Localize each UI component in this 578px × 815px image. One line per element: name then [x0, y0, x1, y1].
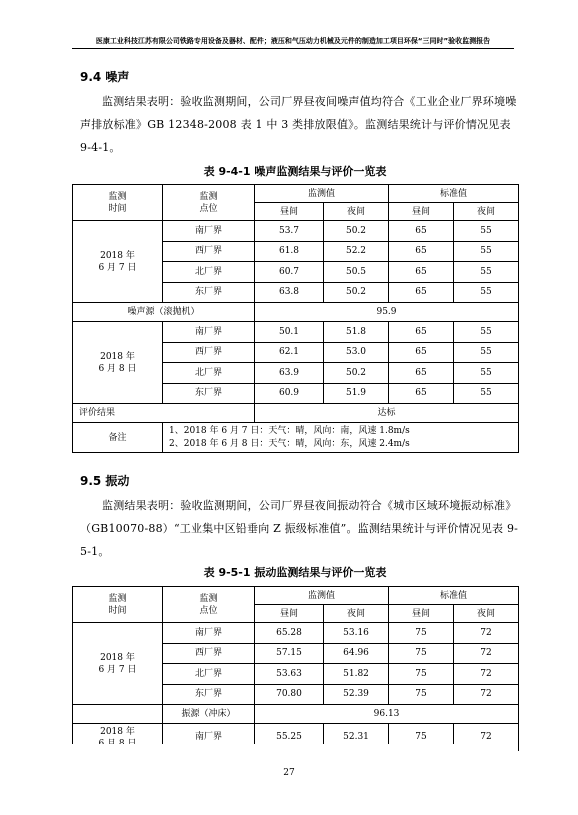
table-row [73, 623, 519, 644]
noise-paragraph: 监测结果表明：验收监测期间，公司厂界昼夜间噪声值均符合《工业企业厂界环境噪声排放标准》GB 12348-2008 表 1 中 3 类排放限值》。监测结果统计与评价情况见表 9-4-1。 [80, 95, 517, 154]
value-cell: 55 [454, 282, 519, 303]
header-measured: 监测值 [255, 587, 389, 605]
vibration-paragraph: 监测结果表明：验收监测期间，公司厂界昼夜间振动符合《城市区域环境振动标准》（GB10070-88）“工业集中区铅垂向 Z 振级标准值”。监测结果统计与评价情况见表 9-5-1。 [80, 499, 519, 558]
point-cell: 北厂界 [163, 664, 255, 685]
value-cell: 65 [389, 363, 454, 384]
value-cell: 50.1 [255, 322, 324, 343]
value-cell: 55 [454, 322, 519, 343]
date-cell: 2018 年 6 月 8 日 [73, 322, 163, 404]
source-row [73, 303, 519, 322]
vibration-table-title: 表 9-5-1 振动监测结果与评价一览表 [203, 566, 387, 579]
header-day: 昼间 [255, 203, 324, 221]
value-cell: 65 [389, 282, 454, 303]
value-cell: 65 [389, 342, 454, 363]
point-cell: 东厂界 [163, 383, 255, 404]
vibration-table [72, 586, 519, 751]
section-title-noise: 9.4 噪声 [80, 70, 130, 84]
value-cell: 50.5 [324, 262, 389, 283]
header-standard: 标准值 [389, 587, 519, 605]
table-header-row [73, 185, 519, 203]
header-point: 监测 点位 [163, 185, 255, 221]
value-cell: 53.0 [324, 342, 389, 363]
value-cell: 62.1 [255, 342, 324, 363]
value-cell: 52.2 [324, 241, 389, 262]
header-std-night: 夜间 [454, 203, 519, 221]
value-cell: 72 [454, 623, 519, 644]
header-night: 夜间 [324, 605, 389, 623]
value-cell: 51.82 [324, 664, 389, 685]
header-day: 昼间 [255, 605, 324, 623]
value-cell: 57.15 [255, 643, 324, 664]
date-cell: 2018 年 6 月 7 日 [73, 221, 163, 303]
note-line-1: 1、2018 年 6 月 7 日：天气：晴，风向：南，风速 1.8m/s [169, 425, 410, 436]
value-cell: 65 [389, 221, 454, 242]
value-cell: 65 [389, 262, 454, 283]
value-cell: 72 [454, 684, 519, 705]
point-cell: 东厂界 [163, 282, 255, 303]
value-cell: 53.16 [324, 623, 389, 644]
table-row [73, 322, 519, 343]
source-spacer [73, 705, 163, 724]
note-content [163, 423, 519, 453]
date-cell: 2018 年 6 月 7 日 [73, 623, 163, 705]
note-label: 备注 [73, 423, 163, 453]
point-cell: 北厂界 [163, 363, 255, 384]
value-cell: 63.8 [255, 282, 324, 303]
value-cell: 65 [389, 383, 454, 404]
table-row [73, 221, 519, 242]
value-cell: 75 [389, 643, 454, 664]
table-header-row [73, 587, 519, 605]
note-row [73, 423, 519, 453]
source-value: 96.13 [255, 705, 519, 724]
value-cell: 64.96 [324, 643, 389, 664]
value-cell: 53.7 [255, 221, 324, 242]
point-cell: 南厂界 [163, 322, 255, 343]
value-cell: 60.7 [255, 262, 324, 283]
header-night: 夜间 [324, 203, 389, 221]
value-cell: 51.8 [324, 322, 389, 343]
value-cell: 50.2 [324, 221, 389, 242]
section-title-vibration: 9.5 振动 [80, 474, 130, 488]
value-cell: 55 [454, 262, 519, 283]
point-cell: 南厂界 [163, 623, 255, 644]
header-standard: 标准值 [389, 185, 519, 203]
header-measured: 监测值 [255, 185, 389, 203]
page-header: 医康工业科技江苏有限公司铁路专用设备及器材、配件；液压和气压动力机械及元件的制造加工项目环保“三同时”验收监测报告 [72, 36, 514, 49]
note-line-2: 2、2018 年 6 月 8 日：天气：晴，风向：东，风速 2.4m/s [169, 438, 410, 449]
noise-table [72, 184, 519, 453]
value-cell: 65 [389, 241, 454, 262]
value-cell: 63.9 [255, 363, 324, 384]
point-cell: 西厂界 [163, 643, 255, 664]
value-cell: 53.63 [255, 664, 324, 685]
eval-label: 评价结果 [73, 404, 255, 423]
value-cell: 60.9 [255, 383, 324, 404]
header-point: 监测 点位 [163, 587, 255, 623]
value-cell: 50.2 [324, 282, 389, 303]
point-cell: 南厂界 [163, 221, 255, 242]
source-label: 噪声源（滚抛机） [73, 303, 255, 322]
eval-row [73, 404, 519, 423]
value-cell: 70.80 [255, 684, 324, 705]
value-cell: 65.28 [255, 623, 324, 644]
eval-value: 达标 [255, 404, 519, 423]
value-cell: 55 [454, 241, 519, 262]
source-row [73, 705, 519, 724]
value-cell: 65 [389, 322, 454, 343]
value-cell: 55 [454, 342, 519, 363]
value-cell: 55 [454, 221, 519, 242]
point-cell: 西厂界 [163, 342, 255, 363]
point-cell: 东厂界 [163, 684, 255, 705]
header-time: 监测 时间 [73, 185, 163, 221]
source-label: 振源（冲床） [163, 705, 255, 724]
value-cell: 55 [454, 383, 519, 404]
value-cell: 61.8 [255, 241, 324, 262]
value-cell: 75 [389, 724, 454, 751]
value-cell: 72 [454, 724, 519, 751]
value-cell: 75 [389, 664, 454, 685]
value-cell: 72 [454, 664, 519, 685]
header-std-day: 昼间 [389, 203, 454, 221]
page-cutoff [72, 744, 518, 754]
value-cell: 72 [454, 643, 519, 664]
value-cell: 50.2 [324, 363, 389, 384]
point-cell: 北厂界 [163, 262, 255, 283]
header-std-day: 昼间 [389, 605, 454, 623]
date-cell: 2018 年 [73, 724, 163, 751]
value-cell: 51.9 [324, 383, 389, 404]
header-std-night: 夜间 [454, 605, 519, 623]
value-cell: 55 [454, 363, 519, 384]
source-value: 95.9 [255, 303, 519, 322]
noise-table-title: 表 9-4-1 噪声监测结果与评价一览表 [203, 165, 387, 178]
point-cell: 西厂界 [163, 241, 255, 262]
page-number: 27 [283, 768, 295, 778]
value-cell: 52.31 [324, 724, 389, 751]
value-cell: 55.25 [255, 724, 324, 751]
value-cell: 52.39 [324, 684, 389, 705]
value-cell: 75 [389, 623, 454, 644]
value-cell: 75 [389, 684, 454, 705]
header-time: 监测 时间 [73, 587, 163, 623]
point-cell: 南厂界 [163, 724, 255, 751]
